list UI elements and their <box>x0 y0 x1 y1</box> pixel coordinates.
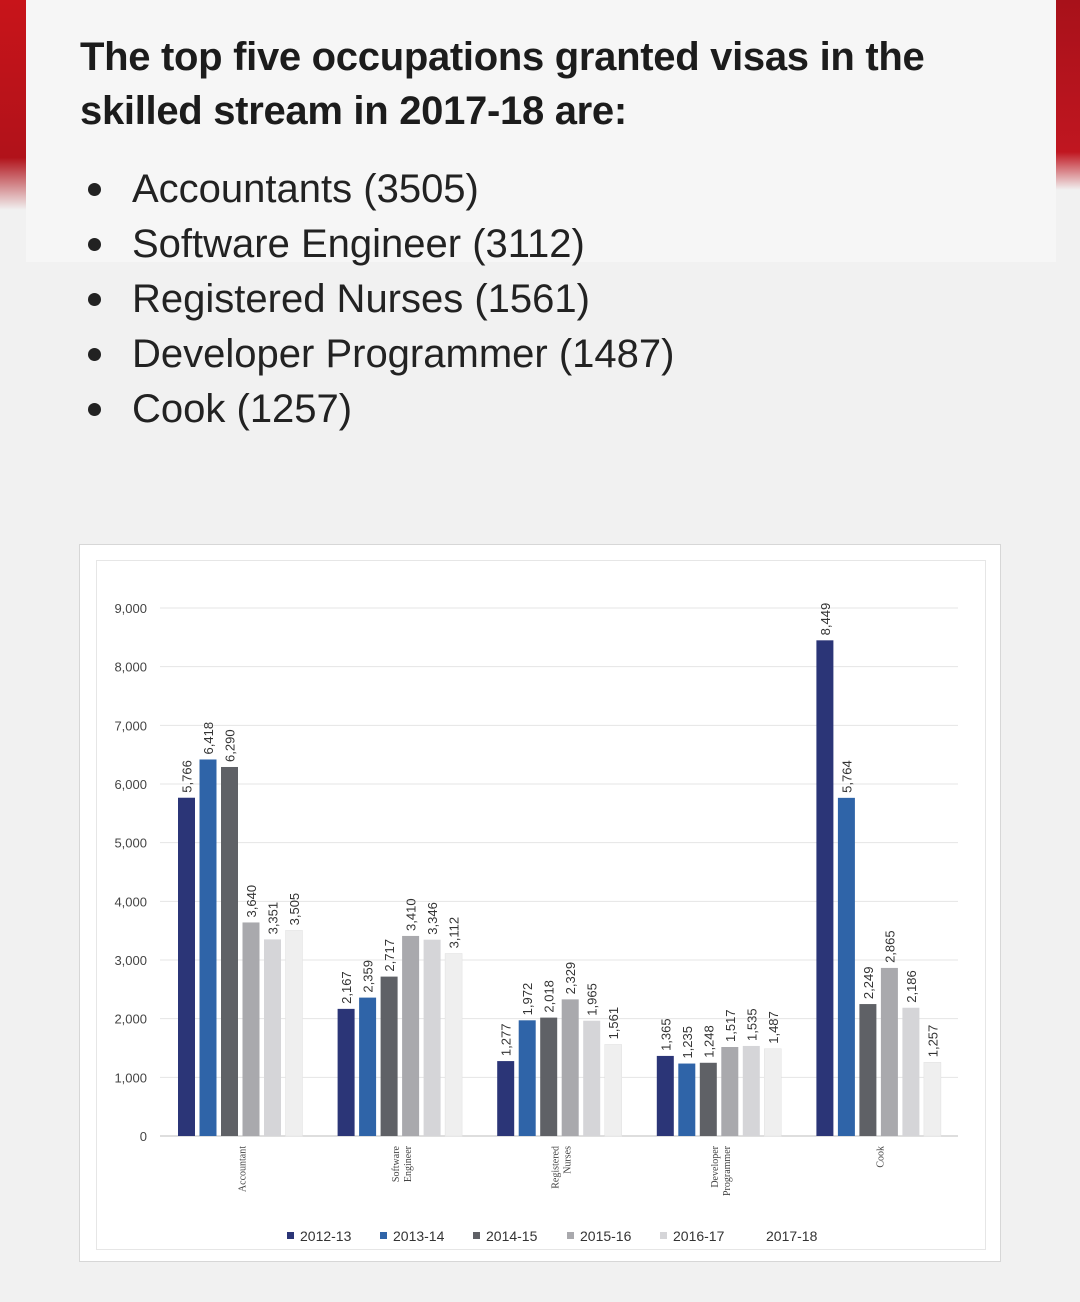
data-label: 1,535 <box>744 1008 760 1041</box>
bar <box>902 1008 919 1136</box>
data-label: 1,965 <box>584 983 600 1016</box>
x-tick-label: Registered <box>550 1146 562 1189</box>
bar <box>562 999 579 1136</box>
x-tick-label: Nurses <box>562 1146 574 1174</box>
legend-label: 2016-17 <box>673 1228 725 1244</box>
x-tick-label: Software <box>390 1146 402 1183</box>
y-tick-label: 2,000 <box>114 1011 147 1027</box>
bar <box>605 1044 622 1136</box>
data-label: 1,235 <box>679 1025 695 1059</box>
bar <box>221 767 238 1136</box>
data-label: 6,290 <box>222 729 238 762</box>
y-tick-label: 4,000 <box>114 894 147 910</box>
occupation-label: Accountants (3505) <box>132 167 479 211</box>
bar <box>540 1018 557 1136</box>
data-label: 3,640 <box>244 884 259 918</box>
occupation-label: Software Engineer (3112) <box>132 222 585 266</box>
bar <box>583 1021 600 1136</box>
bar <box>764 1049 781 1136</box>
data-label: 1,487 <box>765 1011 781 1044</box>
y-tick-label: 7,000 <box>114 718 147 734</box>
data-label: 1,248 <box>701 1025 717 1058</box>
data-label: 2,167 <box>339 971 355 1004</box>
occupation-label: Registered Nurses (1561) <box>132 277 590 321</box>
x-tick-label: Cook <box>875 1146 887 1168</box>
legend-swatch <box>567 1232 574 1239</box>
data-label: 1,972 <box>520 982 536 1016</box>
bar <box>445 953 462 1136</box>
bar <box>402 936 419 1136</box>
y-tick-label: 6,000 <box>114 777 147 792</box>
bar <box>838 798 855 1136</box>
y-tick-label: 1,000 <box>114 1070 147 1086</box>
data-label: 2,249 <box>860 966 876 1000</box>
bar <box>286 930 303 1136</box>
y-tick-label: 5,000 <box>114 835 147 851</box>
bar <box>381 977 398 1136</box>
data-label: 2,186 <box>903 970 919 1003</box>
data-label: 2,018 <box>541 980 557 1013</box>
legend-label: 2014-15 <box>486 1228 538 1244</box>
data-label: 1,365 <box>658 1018 674 1051</box>
data-label: 6,418 <box>201 721 216 755</box>
y-tick-label: 8,000 <box>114 659 147 675</box>
data-label: 2,359 <box>360 960 376 993</box>
x-tick-label: Accountant <box>237 1146 249 1193</box>
bar <box>497 1061 514 1136</box>
data-label: 3,505 <box>287 892 302 926</box>
data-label: 3,410 <box>403 898 419 931</box>
data-label: 8,449 <box>817 602 833 636</box>
x-tick-label: Developer <box>710 1146 722 1188</box>
legend-label: 2017-18 <box>766 1228 818 1244</box>
occupation-label: Developer Programmer (1487) <box>132 332 675 376</box>
data-label: 1,561 <box>606 1006 622 1040</box>
bar <box>519 1020 536 1136</box>
legend-label: 2015-16 <box>580 1228 632 1244</box>
bar <box>816 640 833 1136</box>
bar <box>700 1063 717 1136</box>
bar <box>924 1062 941 1136</box>
data-label: 2,329 <box>563 961 579 995</box>
data-label: 1,257 <box>925 1024 941 1058</box>
data-label: 3,112 <box>446 916 462 949</box>
bar <box>657 1056 674 1136</box>
y-tick-label: 3,000 <box>114 953 147 968</box>
legend-label: 2012-13 <box>300 1228 352 1244</box>
data-label: 2,865 <box>882 930 898 963</box>
legend-swatch <box>287 1232 294 1239</box>
data-label: 5,766 <box>179 760 195 793</box>
data-label: 3,346 <box>425 902 441 935</box>
page-heading: The top five occupations granted visas in the skilled stream in 2017-18 are: <box>80 35 925 133</box>
legend-label: 2013-14 <box>393 1228 445 1244</box>
bar <box>721 1047 738 1136</box>
y-tick-label: 9,000 <box>114 601 147 616</box>
x-tick-label: Programmer <box>722 1146 734 1196</box>
bar <box>678 1064 695 1136</box>
bar <box>881 968 898 1136</box>
data-label: 1,517 <box>722 1009 738 1043</box>
bar <box>424 940 441 1136</box>
bar <box>359 998 376 1136</box>
bar <box>243 922 260 1136</box>
x-tick-label: Engineer <box>402 1146 414 1183</box>
occupation-label: Cook (1257) <box>132 387 353 431</box>
data-label: 1,277 <box>498 1023 514 1057</box>
bar <box>743 1046 760 1136</box>
bar <box>200 759 217 1136</box>
data-label: 3,351 <box>265 901 281 935</box>
bar <box>178 798 195 1136</box>
legend-swatch <box>380 1232 387 1239</box>
data-label: 2,717 <box>382 939 398 972</box>
bar <box>859 1004 876 1136</box>
data-label: 5,764 <box>839 760 855 793</box>
legend-swatch <box>660 1232 667 1239</box>
y-tick-label: 0 <box>139 1129 147 1144</box>
legend-swatch <box>473 1232 480 1239</box>
bar <box>338 1009 355 1136</box>
bar <box>264 939 281 1136</box>
